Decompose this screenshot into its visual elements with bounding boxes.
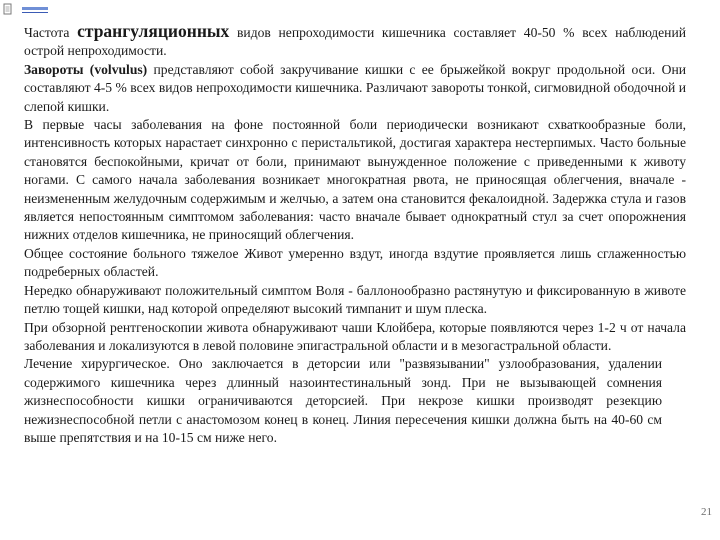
paragraph-1-before: Частота xyxy=(24,25,78,40)
document-icon xyxy=(3,2,13,14)
paragraph-clinical-picture: В первые часы заболевания на фоне постоянной боли периодически возникают схваткообразные боли, интенсивность которых нарастает синхронно с перистальтикой, достигая характера нестерпимых. Часто больные становятся беспокойными, кричат от боли, принимают вынужденное положение с приведенными к животу ногами. С самого начала заболевания возникает многократная рвота, не приносящая облегчения, вначале - неизмененным желудочным содержимым и желчью, а затем она становится фекалоидной. Задержка стула и газов является непостоянным симптомом заболевания: часто вначале бывает однократный стул за счет опорожнения нижних отделов кишечника, не приносящий облегчения. xyxy=(24,117,686,243)
paragraph-volvulus xyxy=(24,61,686,116)
paragraph-strangulation xyxy=(24,22,686,61)
paragraph-treatment: Лечение хирургическое. Оно заключается в деторсии или "развязывании" узлообразования, удалении содержимого кишечника через длинный назоинтестинальный зонд. При не вызывающей сомнения жизнеспособности кишки ограничиваются деторсией. При некрозе кишки производят резекцию нежизнеспособной петли с анастомозом конец в конец. Линия пересечения кишки должна быть на 40-60 см выше препятствия и на 10-15 см ниже него. xyxy=(24,356,662,445)
document-body xyxy=(24,22,686,447)
paragraph-xray: При обзорной рентгеноскопии живота обнаруживают чаши Клойбера, которые появляются через 1-2 ч от начала заболевания и локализуются в левой половине эпигастральной области и в мезогастральной области. xyxy=(24,319,686,353)
paragraph-wahl-sign: Нередко обнаруживают положительный симптом Воля - баллонообразно растянутую и фиксированную в животе петлю тощей кишки, над которой определяют высокий тимпанит и шум плеска. xyxy=(24,282,686,317)
paragraph-general-state: Общее состояние больного тяжелое Живот умеренно вздут, иногда вздутие проявляется лишь сглаженностью подреберных областей. xyxy=(24,245,686,280)
top-link-bar xyxy=(22,7,48,10)
paragraph-2-after: представляют собой закручивание кишки с ее брыжейкой вокруг продольной оси. Они составляют 4-5 % всех видов непроходимости кишечника. Различают завороты тонкой, сигмовидной ободочной и слепой кишки. xyxy=(24,61,687,114)
page-number: 21 xyxy=(701,506,712,518)
paragraph-1-after: видов непроходимости кишечника составляет 40-50 % всех наблюдений острой непроходимости. xyxy=(24,25,686,59)
paragraph-1-emphasis: странгуляционных xyxy=(77,21,230,41)
top-link-marker[interactable] xyxy=(22,4,48,13)
paragraph-2-bold: Завороты (volvulus) xyxy=(24,61,148,77)
